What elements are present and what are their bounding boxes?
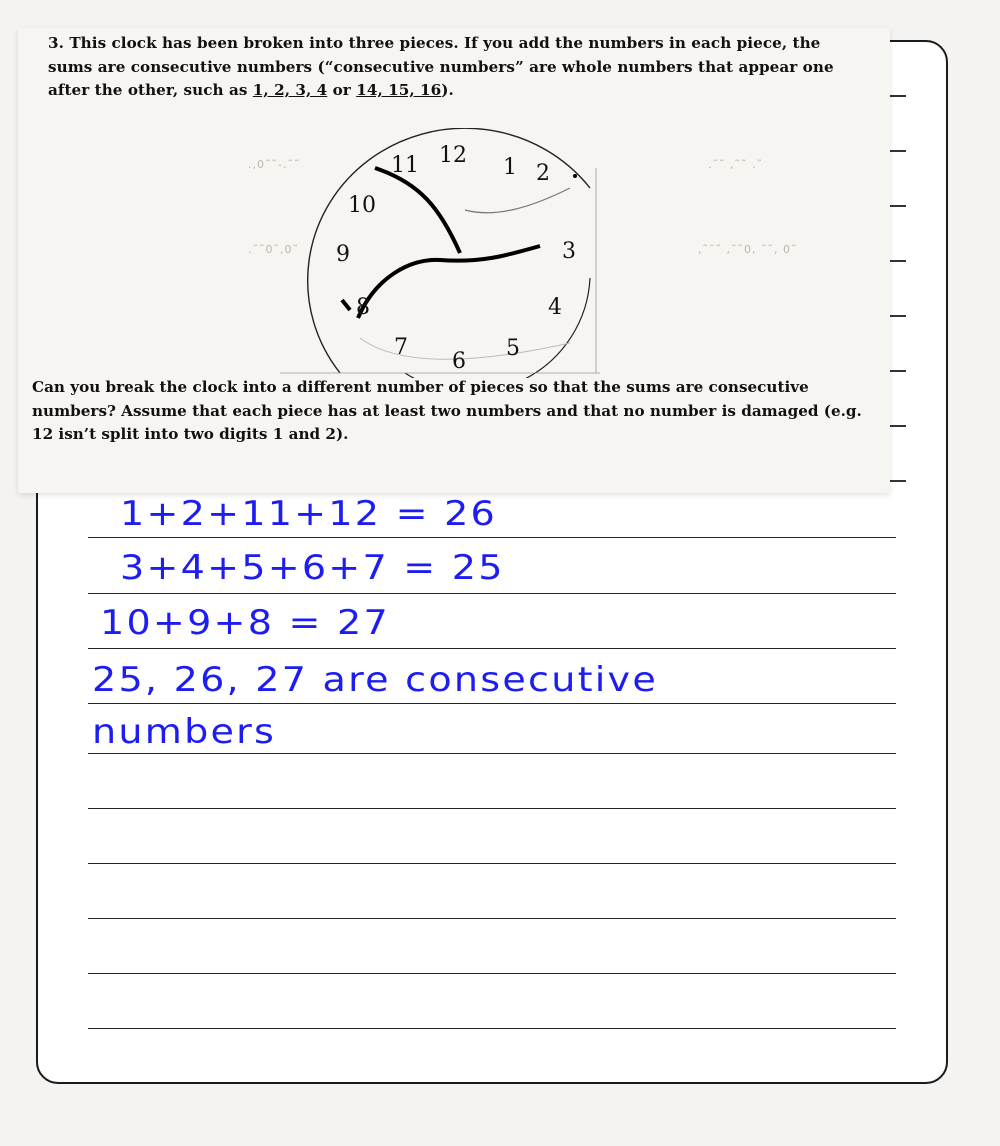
- question-line-3a: after the other, such as: [48, 81, 253, 99]
- clock-number-1: 1: [503, 155, 517, 180]
- clock-number-4: 4: [548, 295, 562, 320]
- clock-number-6: 6: [452, 349, 466, 374]
- clock-diagram: [280, 128, 620, 378]
- clock-number-8: 8: [356, 295, 370, 320]
- clock-number-3: 3: [562, 239, 576, 264]
- question-line-3b: ).: [441, 81, 454, 99]
- answer-line-3: 10+9+8 = 27: [100, 603, 390, 643]
- answer-line-2: 3+4+5+6+7 = 25: [120, 548, 505, 588]
- clock-number-5: 5: [506, 336, 520, 361]
- answer-line-5: numbers: [92, 712, 277, 752]
- question-prompt: Can you break the clock into a different number of pieces so that the sums are consecutive numbers? Assume that each piece has at least two numbers and that no number is damaged (e.g. 12 isn’t split into two digits 1 and 2).: [32, 378, 862, 443]
- break-line-upper: [375, 168, 460, 253]
- question-text: [48, 32, 878, 103]
- question-number: 3.: [48, 34, 64, 52]
- question-line-1: This clock has been broken into three pieces. If you add the numbers in each piece, the: [69, 34, 821, 52]
- example-sequence-2: 14, 15, 16: [356, 81, 442, 99]
- answer-line-1: 1+2+11+12 = 26: [120, 494, 498, 534]
- example-sequence-1: 1, 2, 3, 4: [252, 81, 328, 99]
- question-line-2: sums are consecutive numbers (“consecutive numbers” are whole numbers that appear one: [48, 57, 834, 76]
- clock-number-12: 12: [439, 143, 467, 168]
- clock-face-lower-edge: [405, 278, 590, 378]
- break-line-lower: [358, 246, 540, 318]
- answer-line-4: 25, 26, 27 are consecutive: [92, 660, 659, 700]
- question-or: or: [327, 81, 357, 99]
- clock-number-10: 10: [348, 193, 376, 218]
- clock-number-2: 2: [536, 161, 550, 186]
- clock-number-7: 7: [394, 335, 408, 360]
- clock-number-11: 11: [391, 153, 419, 178]
- question-panel: .,0˜˜-.˜˜ .˜˜ ,˜˜ .˜ .˜˜0˜,0˜ ,˜˜˜ ,˜˜0, ˜˜, 0˜: [18, 28, 890, 493]
- clock-number-9: 9: [336, 242, 350, 267]
